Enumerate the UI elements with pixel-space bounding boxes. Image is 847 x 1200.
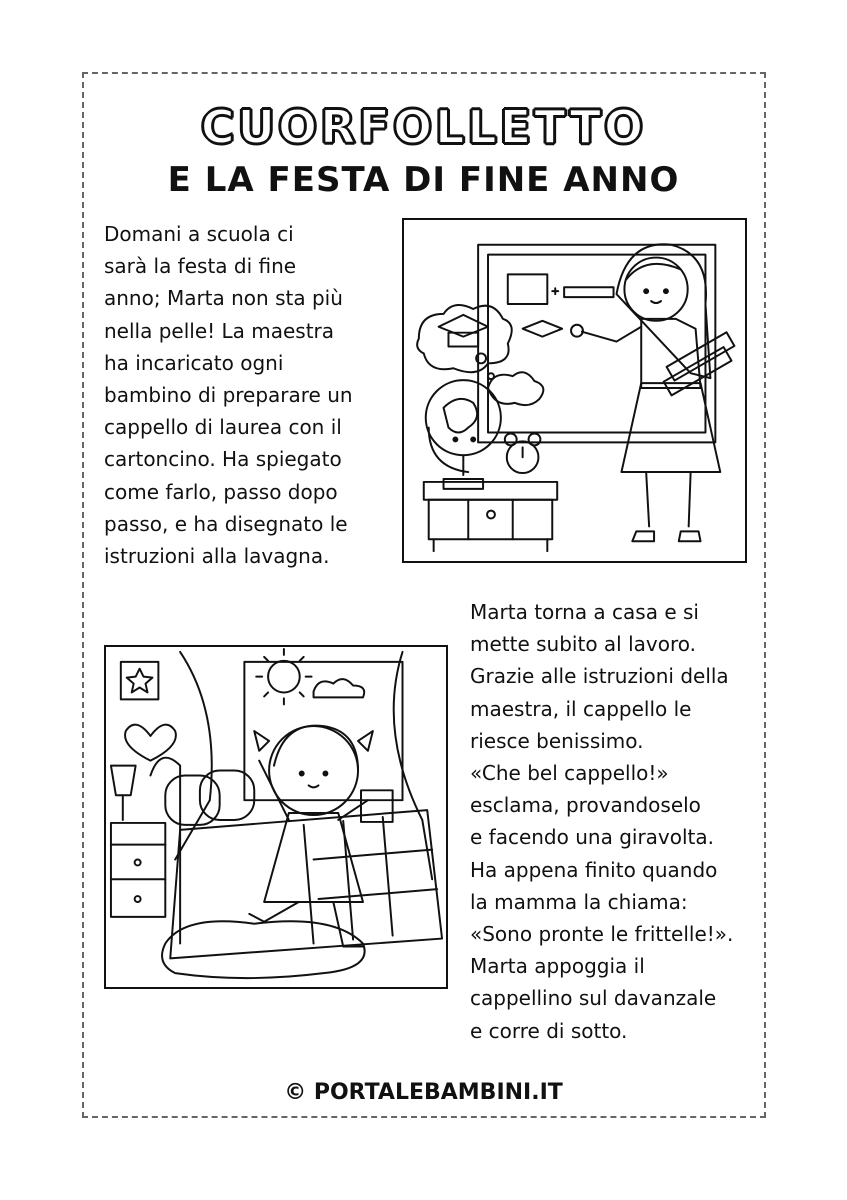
text-line: ha incaricato ogni	[104, 350, 284, 375]
text-line: Marta torna a casa e si	[470, 600, 699, 624]
text-line: e facendo una giravolta.	[470, 825, 715, 850]
text-line: Grazie alle istruzioni della	[470, 664, 729, 689]
story-paragraph-2	[470, 596, 733, 1047]
text-line: maestra, il cappello le	[470, 696, 692, 721]
text-line: la mamma la chiama:	[470, 889, 688, 914]
text-line: come farlo, passo dopo	[104, 479, 338, 504]
text-line: passo, e ha disegnato le	[104, 511, 348, 536]
text-line: anno; Marta non sta più	[104, 286, 343, 311]
text-line: Marta appoggia il	[470, 954, 645, 979]
classroom-illustration	[402, 218, 747, 563]
story-subtitle: E LA FESTA DI FINE ANNO	[167, 160, 680, 200]
text-line: Domani a scuola ci	[104, 222, 294, 246]
text-line: bambino di preparare un	[104, 383, 353, 408]
text-line: riesce benissimo.	[470, 728, 644, 753]
text-line: istruzioni alla lavagna.	[104, 544, 330, 569]
text-line: esclama, provandoselo	[470, 793, 701, 818]
text-line: cappello di laurea con il	[104, 415, 342, 440]
bedroom-illustration	[104, 645, 448, 989]
text-line: mette subito al lavoro.	[470, 632, 696, 657]
text-line: cartoncino. Ha spiegato	[104, 447, 342, 472]
text-line: sarà la festa di fine	[104, 254, 297, 279]
text-line: nella pelle! La maestra	[104, 318, 335, 343]
text-line: «Sono pronte le frittelle!».	[470, 922, 734, 947]
text-line: Ha appena finito quando	[470, 857, 718, 882]
story-title: CUORFOLLETTO	[200, 100, 647, 154]
text-line: «Che bel cappello!»	[470, 761, 669, 786]
text-line: cappellino sul davanzale	[470, 986, 717, 1011]
copyright-footer: © PORTALEBAMBINI.IT	[284, 1080, 563, 1105]
story-paragraph-1	[104, 218, 353, 572]
text-line: e corre di sotto.	[470, 1018, 628, 1043]
